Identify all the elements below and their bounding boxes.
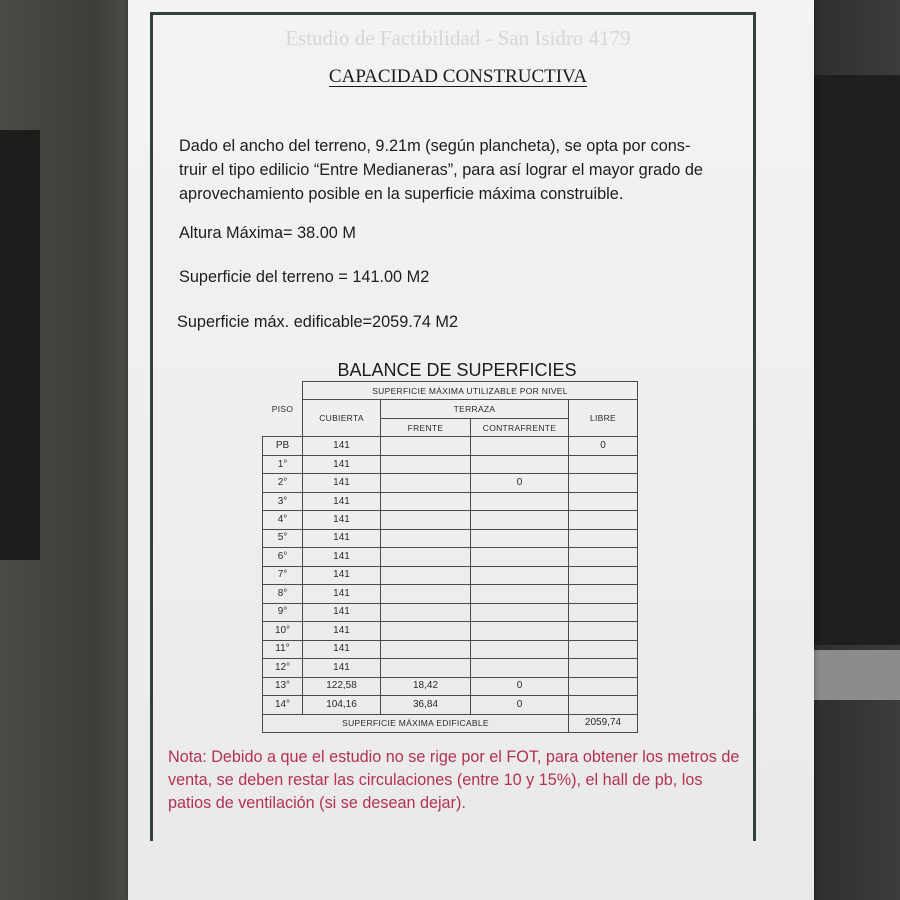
table-row — [263, 585, 638, 603]
cell-cubierta: 141 — [303, 585, 381, 603]
intro-paragraph — [179, 134, 744, 206]
cell-libre — [569, 695, 638, 714]
table-row — [263, 437, 638, 455]
header-cubierta: CUBIERTA — [303, 400, 381, 437]
table-row — [263, 622, 638, 640]
table-row — [263, 640, 638, 658]
cell-piso: 2° — [263, 474, 303, 492]
cell-libre — [569, 474, 638, 492]
cell-cubierta: 141 — [303, 455, 381, 473]
cell-libre — [569, 511, 638, 529]
cell-libre — [569, 622, 638, 640]
cell-frente — [381, 511, 471, 529]
header-terraza: TERRAZA — [381, 400, 569, 418]
cell-libre — [569, 640, 638, 658]
cell-frente — [381, 640, 471, 658]
cell-frente — [381, 455, 471, 473]
cell-libre — [569, 548, 638, 566]
cell-contrafrente — [471, 659, 569, 677]
cell-piso: 11° — [263, 640, 303, 658]
cell-piso: 13° — [263, 677, 303, 695]
cell-libre — [569, 529, 638, 547]
cell-cubierta: 141 — [303, 474, 381, 492]
header-frente: FRENTE — [381, 418, 471, 436]
footer-value: 2059,74 — [569, 714, 638, 733]
cell-contrafrente — [471, 437, 569, 455]
cell-libre — [569, 455, 638, 473]
superficie-max-edificable: Superficie máx. edificable=2059.74 M2 — [177, 313, 459, 331]
background-gray-object — [805, 650, 900, 700]
cell-contrafrente — [471, 492, 569, 510]
cell-piso: 10° — [263, 622, 303, 640]
cell-piso: 5° — [263, 529, 303, 547]
cell-contrafrente — [471, 603, 569, 621]
intro-line: truir el tipo edilicio “Entre Medianeras”, para así lograr el mayor grado de — [179, 161, 703, 179]
cell-piso: 1° — [263, 455, 303, 473]
altura-maxima: Altura Máxima= 38.00 M — [179, 224, 356, 242]
cell-libre — [569, 585, 638, 603]
intro-line: aprovechamiento posible en la superficie máxima construible. — [179, 185, 624, 203]
cell-libre — [569, 677, 638, 695]
note-text: Nota: Debido a que el estudio no se rige por el FOT, para obtener los metros de venta, se deben restar las circulaciones (entre 10 y 15%), el hall de pb, los patios de ventilación (si se desean dejar). — [168, 748, 740, 812]
cell-piso: 4° — [263, 511, 303, 529]
table-row — [263, 529, 638, 547]
cell-frente — [381, 474, 471, 492]
cell-contrafrente — [471, 548, 569, 566]
cell-frente: 36,84 — [381, 695, 471, 714]
cell-frente — [381, 529, 471, 547]
header-libre: LIBRE — [569, 400, 638, 437]
cell-contrafrente — [471, 529, 569, 547]
background-left-shadow — [0, 130, 40, 560]
cell-frente — [381, 659, 471, 677]
cell-cubierta: 104,16 — [303, 695, 381, 714]
page-title-text: CAPACIDAD CONSTRUCTIVA — [328, 66, 588, 87]
cell-frente — [381, 492, 471, 510]
cell-piso: PB — [263, 437, 303, 455]
table-row — [263, 492, 638, 510]
header-piso: PISO — [263, 382, 303, 437]
background-dark-object — [800, 75, 900, 645]
header-main: SUPERFICIE MÁXIMA UTILIZABLE POR NIVEL — [303, 382, 638, 400]
table-row — [263, 603, 638, 621]
cell-cubierta: 141 — [303, 492, 381, 510]
cell-piso: 7° — [263, 566, 303, 584]
cell-frente — [381, 548, 471, 566]
cell-cubierta: 141 — [303, 548, 381, 566]
cell-frente — [381, 566, 471, 584]
cell-piso: 12° — [263, 659, 303, 677]
cell-contrafrente — [471, 640, 569, 658]
cell-contrafrente — [471, 511, 569, 529]
cell-piso: 14° — [263, 695, 303, 714]
table-row — [263, 511, 638, 529]
cell-cubierta: 122,58 — [303, 677, 381, 695]
cell-cubierta: 141 — [303, 437, 381, 455]
cell-frente — [381, 603, 471, 621]
cell-contrafrente — [471, 455, 569, 473]
cell-piso: 3° — [263, 492, 303, 510]
superficie-terreno: Superficie del terreno = 141.00 M2 — [179, 268, 430, 286]
table-row — [263, 659, 638, 677]
cell-cubierta: 141 — [303, 511, 381, 529]
cell-libre — [569, 603, 638, 621]
page-title — [150, 66, 766, 88]
cell-contrafrente: 0 — [471, 695, 569, 714]
cell-cubierta: 141 — [303, 603, 381, 621]
cell-piso: 8° — [263, 585, 303, 603]
cell-libre — [569, 566, 638, 584]
cell-contrafrente — [471, 585, 569, 603]
cell-libre: 0 — [569, 437, 638, 455]
cell-frente: 18,42 — [381, 677, 471, 695]
header-contrafrente: CONTRAFRENTE — [471, 418, 569, 436]
cell-contrafrente — [471, 566, 569, 584]
cell-cubierta: 141 — [303, 566, 381, 584]
cell-contrafrente: 0 — [471, 677, 569, 695]
cell-libre — [569, 659, 638, 677]
table-row — [263, 566, 638, 584]
cell-cubierta: 141 — [303, 640, 381, 658]
cell-libre — [569, 492, 638, 510]
cell-frente — [381, 622, 471, 640]
intro-line: Dado el ancho del terreno, 9.21m (según plancheta), se opta por cons- — [179, 137, 691, 155]
cell-cubierta: 141 — [303, 529, 381, 547]
footer-label: SUPERFICIE MÁXIMA EDIFICABLE — [263, 714, 569, 733]
table-row — [263, 677, 638, 695]
table-row — [263, 548, 638, 566]
table-title: BALANCE DE SUPERFICIES — [337, 360, 577, 380]
cell-frente — [381, 585, 471, 603]
cell-contrafrente: 0 — [471, 474, 569, 492]
cell-cubierta: 141 — [303, 622, 381, 640]
cell-piso: 6° — [263, 548, 303, 566]
table-row — [263, 695, 638, 714]
balance-table — [262, 381, 638, 733]
table-row — [263, 474, 638, 492]
cell-frente — [381, 437, 471, 455]
cell-cubierta: 141 — [303, 659, 381, 677]
watermark: Estudio de Factibilidad - San Isidro 4179 — [285, 26, 631, 50]
cell-piso: 9° — [263, 603, 303, 621]
cell-contrafrente — [471, 622, 569, 640]
table-row — [263, 455, 638, 473]
